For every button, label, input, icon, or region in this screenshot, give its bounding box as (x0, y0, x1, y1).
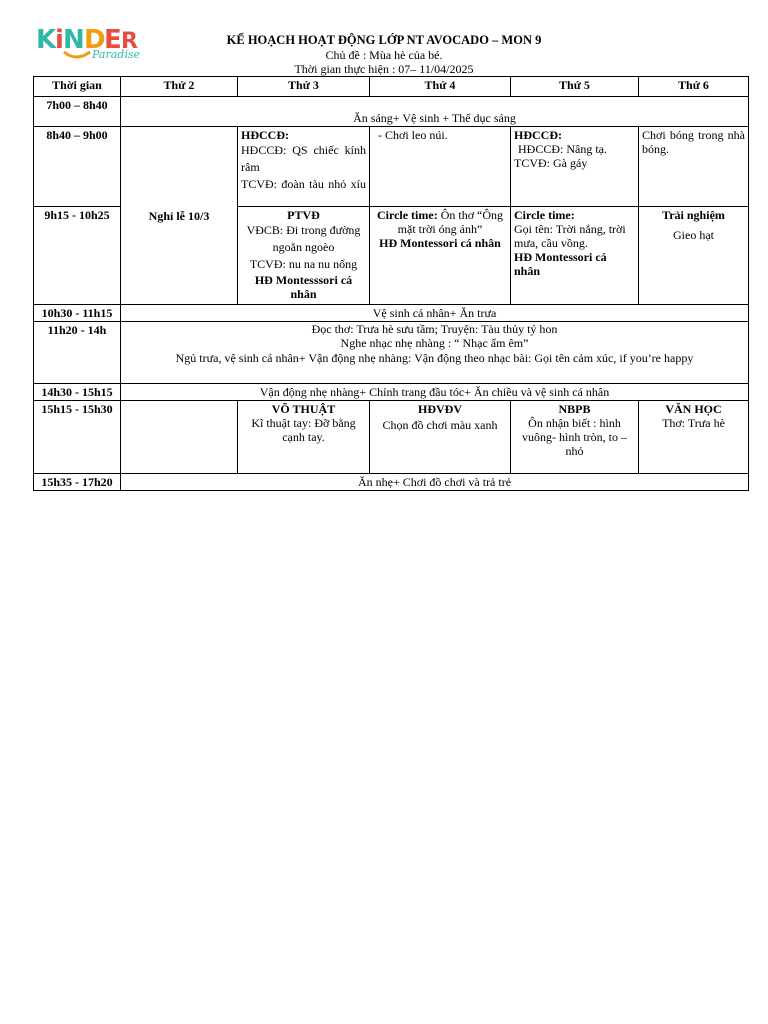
mon-cell (121, 401, 238, 474)
svg-text:i: i (55, 25, 64, 55)
svg-text:D: D (84, 25, 106, 55)
cell-title: Circle time: (376, 208, 438, 222)
col-header-fri: Thứ 6 (639, 77, 749, 97)
cell-text: Thơ: Trưa hè (662, 416, 725, 430)
col-header-thu: Thứ 5 (511, 77, 639, 97)
merged-cell: Vệ sinh cá nhân+ Ăn trưa (121, 305, 749, 322)
cell-title: HĐCCĐ: (514, 128, 562, 142)
time-cell: 14h30 - 15h15 (34, 384, 121, 401)
cell-title: PTVĐ (287, 208, 320, 222)
wed-cell: - Chơi leo núi. (370, 127, 511, 207)
cell-text: TCVĐ: nu na nu nống (249, 257, 358, 271)
time-cell: 11h20 - 14h (34, 322, 121, 384)
table-row (34, 474, 749, 491)
cell-text: Gọi tên: Trời nắng, trời mưa, cầu vồng. (514, 222, 626, 250)
page-title: KẾ HOẠCH HOẠT ĐỘNG LỚP NT AVOCADO – MON 9 (226, 33, 542, 47)
time-cell: 15h15 - 15h30 (34, 401, 121, 474)
cell-text: Kĩ thuật tay: Đỡ bằng cạnh tay. (251, 416, 356, 444)
cell-title: NBPB (558, 402, 591, 416)
time-cell: 9h15 - 10h25 (34, 207, 121, 305)
tue-cell (238, 127, 370, 207)
col-header-time: Thời gian (34, 77, 121, 97)
cell-title: VĂN HỌC (665, 402, 722, 416)
tue-cell (238, 401, 370, 474)
svg-text:K: K (36, 25, 57, 55)
cell-text: Ôn nhận biết : hình vuông- hình tròn, to – nhỏ (522, 416, 627, 458)
header-row (34, 77, 749, 97)
time-cell: 7h00 – 8h40 (34, 97, 121, 127)
col-header-tue: Thứ 3 (238, 77, 370, 97)
merged-cell: Ăn sáng+ Vệ sinh + Thể dục sáng (121, 97, 749, 127)
table-row (34, 384, 749, 401)
time-cell: 10h30 - 11h15 (34, 305, 121, 322)
wed-cell (370, 401, 511, 474)
table-row (34, 322, 749, 384)
cell-text: TCVĐ: Gà gáy (514, 156, 588, 170)
period-line: Thời gian thực hiện : 07– 11/04/2025 (294, 62, 474, 76)
cell-text: Chọn đồ chơi màu xanh (382, 418, 498, 432)
cell-text: Gieo hạt (673, 228, 714, 242)
document-header (0, 32, 768, 76)
cell-text: HĐCCĐ: Nâng tạ. (518, 142, 607, 156)
svg-text:E: E (104, 25, 122, 55)
cell-title: HĐCCĐ: (241, 128, 289, 142)
col-header-mon: Thứ 2 (121, 77, 238, 97)
wed-cell (370, 207, 511, 305)
cell-text: VĐCB: Đi trong đường ngoằn ngoèo (246, 223, 361, 254)
time-cell: 15h35 - 17h20 (34, 474, 121, 491)
cell-text: TCVĐ: đoàn tàu nhỏ xíu (241, 177, 366, 191)
cell-text: HĐCCĐ: QS chiếc kính râm (241, 143, 366, 174)
schedule-table (33, 76, 749, 491)
cell-title: HĐVĐV (418, 402, 462, 416)
svg-text:N: N (63, 25, 85, 55)
cell-text: Đọc thơ: Trưa hè sưu tầm; Truyện: Tàu thủy tý hon (311, 322, 558, 336)
cell-text: Nghe nhạc nhẹ nhàng : “ Nhạc ấm êm” (340, 336, 529, 350)
cell-title: Trải nghiệm (662, 208, 725, 222)
cell-text: HĐ Montesssori cá nhân (254, 273, 353, 301)
table-row (34, 305, 749, 322)
table-row (34, 97, 749, 127)
fri-cell (639, 207, 749, 305)
svg-text:Paradise: Paradise (92, 48, 140, 61)
col-header-wed: Thứ 4 (370, 77, 511, 97)
thu-cell (511, 127, 639, 207)
merged-cell: Vận động nhẹ nhàng+ Chỉnh trang đầu tóc+ Ăn chiều và vệ sinh cá nhân (121, 384, 749, 401)
cell-text: HĐ Montessori cá nhân (379, 236, 501, 250)
cell-text: Ngủ trưa, vệ sinh cá nhân+ Vận động nhẹ nhàng: Vận động theo nhạc bài: Gọi tên cảm xúc, if you’re happy (175, 351, 694, 365)
cell-title: VÕ THUẬT (271, 402, 336, 416)
tue-cell (238, 207, 370, 305)
merged-cell: Ăn nhẹ+ Chơi đồ chơi và trả trẻ (121, 474, 749, 491)
topic-line: Chủ đề : Mùa hè của bé. (325, 48, 443, 62)
table-row (34, 127, 749, 207)
thu-cell (511, 401, 639, 474)
fri-cell: Chơi bóng trong nhà bóng. (639, 127, 749, 207)
thu-cell (511, 207, 639, 305)
fri-cell (639, 401, 749, 474)
merged-cell (121, 322, 749, 384)
cell-text: Ôn thơ “Ông mặt trời óng ánh” (397, 208, 504, 236)
cell-text: HĐ Montessori cá nhân (514, 250, 607, 278)
cell-title: Circle time: (514, 208, 575, 222)
time-cell: 8h40 – 9h00 (34, 127, 121, 207)
table-row (34, 401, 749, 474)
holiday-cell: Nghỉ lễ 10/3 (121, 127, 238, 305)
svg-text:R: R (121, 29, 138, 54)
